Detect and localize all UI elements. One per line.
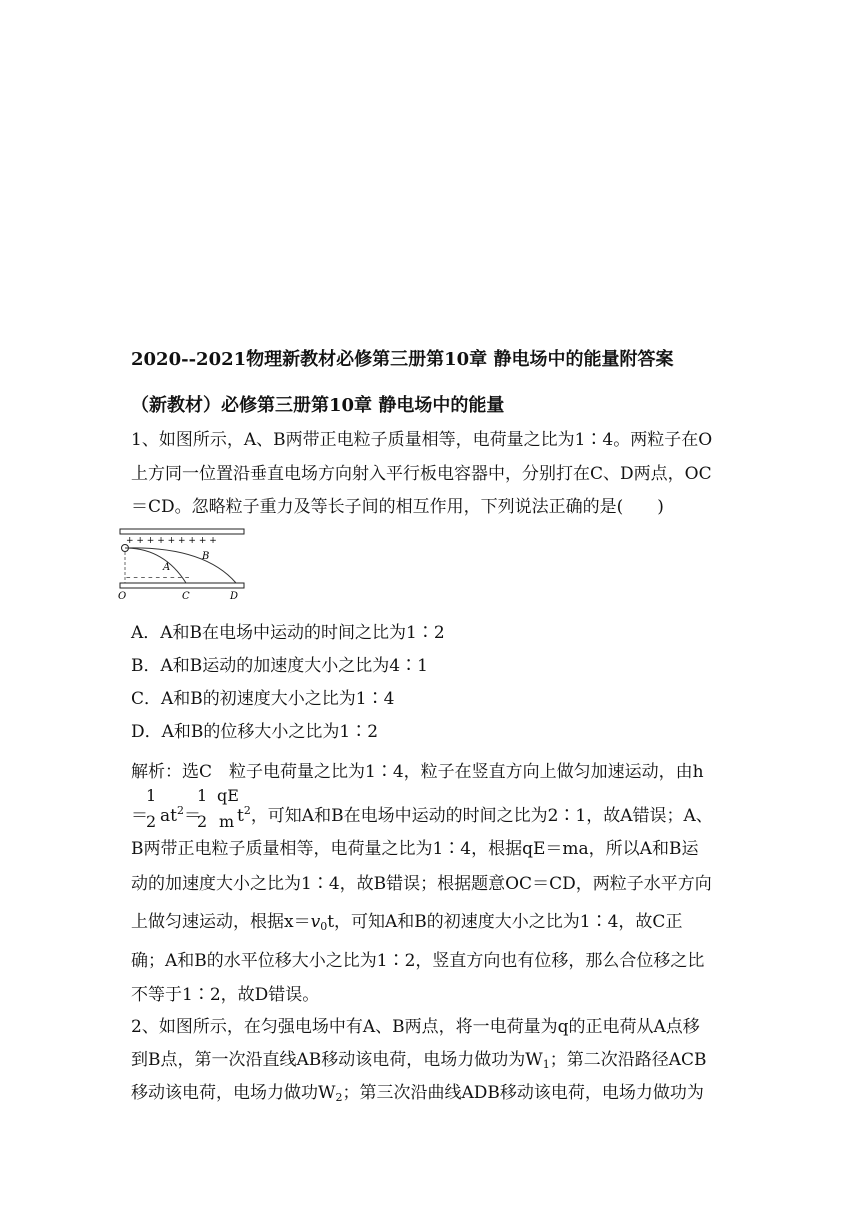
q2-line-3a: 移动该电荷，电场力做功W bbox=[131, 1083, 336, 1103]
label-a: A bbox=[163, 562, 171, 573]
frac3-den: m bbox=[219, 812, 235, 831]
q2-line-2b: ；第二次沿路径ACB bbox=[549, 1050, 707, 1070]
label-b: B bbox=[202, 551, 210, 562]
q1-option-c: C．A和B的初速度大小之比为1∶4 bbox=[131, 689, 395, 709]
q2-line-3b: ；第三次沿曲线ADB移动该电荷，电场力做功为 bbox=[342, 1083, 704, 1103]
label-d: D bbox=[230, 591, 239, 602]
analysis-line-7: 不等于1∶2，故D错误。 bbox=[131, 985, 320, 1005]
analysis-line-1: 解析：选C 粒子电荷量之比为1∶4，粒子在竖直方向上做匀加速运动，由h bbox=[131, 762, 704, 782]
analysis-line-3: B两带正电粒子质量相等，电荷量之比为1∶4，根据qE＝ma，所以A和B运 bbox=[131, 839, 699, 859]
q1-option-a: A．A和B在电场中运动的时间之比为1∶2 bbox=[131, 623, 445, 643]
analysis-line-5a: 上做匀速运动，根据x＝ bbox=[131, 912, 311, 932]
v-subscript: 0 bbox=[320, 920, 328, 933]
q2-line-2a: 到B点，第一次沿直线AB移动该电荷，电场力做功为W bbox=[131, 1050, 543, 1070]
doc-subtitle: （新教材）必修第三册第10章 静电场中的能量 bbox=[131, 395, 505, 416]
top-plate-charges: + + + + + + + + + bbox=[126, 536, 217, 546]
q1-stem-line-1: 1、如图所示，A、B两带正电粒子质量相等，电荷量之比为1∶4。两粒子在O bbox=[131, 430, 713, 450]
eq-sign-2: ＝ bbox=[183, 806, 201, 826]
bottom-plate bbox=[120, 583, 244, 588]
q2-line-2 bbox=[131, 1049, 707, 1076]
analysis-line-6: 确；A和B的水平位移大小之比为1∶2，竖直方向也有位移，那么合位移之比 bbox=[131, 951, 705, 971]
q2-line-1: 2、如图所示，在匀强电场中有A、B两点，将一电荷量为q的正电荷从A点移 bbox=[131, 1017, 700, 1037]
t-term: t bbox=[236, 806, 244, 826]
frac2-num: 1 bbox=[197, 786, 208, 805]
q1-option-b: B．A和B运动的加速度大小之比为4∶1 bbox=[131, 656, 428, 676]
frac1-num: 1 bbox=[146, 786, 157, 805]
w1-subscript: 1 bbox=[542, 1058, 550, 1071]
capacitor-figure bbox=[114, 526, 254, 602]
frac2-den: 2 bbox=[197, 812, 208, 831]
eq-sign-1: ＝ bbox=[131, 806, 148, 826]
w2-subscript: 2 bbox=[335, 1091, 343, 1104]
at-term: at bbox=[160, 806, 177, 826]
frac1-den: 2 bbox=[146, 812, 157, 831]
label-c: C bbox=[182, 591, 190, 602]
analysis-line-2 bbox=[131, 800, 713, 827]
analysis-line-2-rest: ，可知A和B在电场中运动的时间之比为2∶1，故A错误；A、 bbox=[250, 806, 713, 826]
analysis-line-4: 动的加速度大小之比为1∶4，故B错误；根据题意OC＝CD，两粒子水平方向 bbox=[131, 874, 712, 894]
q1-stem-line-2: 上方同一位置沿垂直电场方向射入平行板电容器中，分别打在C、D两点，OC bbox=[131, 464, 712, 484]
square-1: 2 bbox=[176, 804, 184, 817]
q1-option-d: D．A和B的位移大小之比为1∶2 bbox=[131, 722, 379, 742]
q2-line-3 bbox=[131, 1082, 704, 1109]
v-symbol: v bbox=[310, 912, 321, 932]
top-plate bbox=[120, 529, 244, 534]
doc-title: 2020--2021物理新教材必修第三册第10章 静电场中的能量附答案 bbox=[131, 349, 674, 370]
frac3-num: qE bbox=[217, 786, 239, 805]
label-o: O bbox=[118, 591, 127, 602]
square-2: 2 bbox=[243, 804, 251, 817]
q1-stem-line-3: ＝CD。忽略粒子重力及等长子间的相互作用，下列说法正确的是( ) bbox=[131, 497, 664, 517]
analysis-line-5 bbox=[131, 911, 682, 938]
bottom-plate-charges: – – – – – – – – – bbox=[126, 573, 190, 583]
analysis-line-5b: t，可知A和B的初速度大小之比为1∶4，故C正 bbox=[327, 912, 683, 932]
